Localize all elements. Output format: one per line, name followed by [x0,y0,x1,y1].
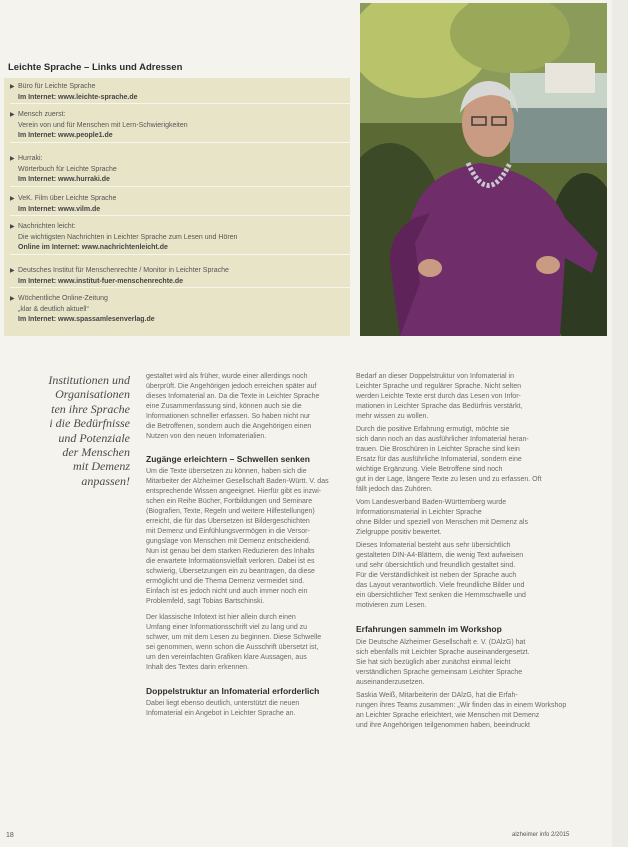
photo-elderly-woman [360,3,607,336]
page-number: 18 [6,832,14,839]
paragraph: Um die Texte übersetzen zu können, haben sich die Mitarbeiter der Alzheimer Gesellschaft Baden-Württ. V. das entsprechende Wissen angeeignet. Hierfür gibt es inzwi- schen ein Reihe Bücher, Fortbildungen und Seminare (Biografien, Texte, Regeln und weitere Hilfestellungen) erreicht, die für das Übersetzen ist Bildergeschichten mit Demenz und Einfühlungsvermögen in die Versor- gungslage von Menschen mit Demenz entscheidend. Nun ist genau bei dem starken Reduzieren des Inhalts die erwartete Informationsvielfalt verloren. Dabei ist es schwierig, Übersetzungen ein zu beantragen, da diese ermöglicht und die Thema Demenz vermeidet sind. Einfach ist es jedoch nicht und auch immer noch ein Problemfeld, sagt Tobias Bartschinski. [146,468,329,605]
pull-quote: Institutionen und Organisationen ten ihre Sprache i die Bedürfnisse und Potenziale der Menschen mit Demenz anpassen! [48,373,130,488]
link-item: ▶ Hurraki: Wörterbuch für Leichte Sprache Im Internet: www.hurraki.de [10,154,350,187]
photo-illustration [360,3,607,336]
link-item: ▶ Mensch zuerst: Verein von und für Menschen mit Lern-Schwierigkeiten Im Internet: www.people1.de [10,110,350,143]
links-box [4,78,350,336]
bullet-triangle-icon: ▶ [10,196,15,202]
link-item: ▶ VeK. Film über Leichte Sprache Im Internet: www.vilm.de [10,194,350,216]
paragraph: Der klassische Infotext ist hier allein durch einen Umfang einer Informationsschrift viel zu lang und zu schwer, um mit dem Lesen zu beginnen. Diese Schwelle sei genommen, wenn schon die Ausschrift übersetzt ist, um den vereinfachten Grafiken klare Aussagen, aus Inhalt des Textes darin erkennen. [146,614,322,671]
paragraph: Dabei liegt ebenso deutlich, unterstützt die neuen Infomaterial ein Angebot in Leichter Sprache an. [146,700,300,717]
paragraph: gestaltet wird als früher, wurde einer allerdings noch überprüft. Die Angehörigen jedoch erreichen später auf dieses Infomaterial an. Da die Texte in Leichter Sprache eine Zusammenfassung sind, können auch sie die Informationen schneller erfassen. So haben nicht nur die Betroffenen, sondern auch die Angehörigen einen Nutzen von den neuen Infomaterialien. [146,373,320,440]
section-heading: Zugänge erleichtern – Schwellen senken [146,454,310,464]
paragraph: Dieses Infomaterial besteht aus sehr übersichtlich gestalteten DIN-A4-Blättern, die wenig Text aufweisen und sehr übersichtlich und freundlich gestaltet sind. Für die Verständlichkeit ist neben der Sprache auch das Layout verantwortlich. Viele freundliche Bilder und ein übersichtlicher Text senken die Hemmschwelle und motivieren zum Lesen. [356,542,526,609]
bullet-triangle-icon: ▶ [10,268,15,274]
page-edge [612,0,628,847]
link-item: ▶ Deutsches Institut für Menschenrechte / Monitor in Leichter Sprache Im Internet: www.institut-fuer-menschenrechte.de [10,266,350,288]
section-heading: Erfahrungen sammeln im Workshop [356,624,502,634]
paragraph: Vom Landesverband Baden-Württemberg wurde Informationsmaterial in Leichter Sprache ohne Bilder und speziell von Menschen mit Demenz als Zielgruppe positiv bewertet. [356,499,528,536]
link-item: ▶ Nachrichten leicht: Die wichtigsten Nachrichten in Leichter Sprache zum Lesen und Hören Online im Internet: www.nachrichtenleicht.de [10,222,350,255]
bullet-triangle-icon: ▶ [10,156,15,162]
section-heading: Doppelstruktur an Infomaterial erforderlich [146,686,320,696]
bullet-triangle-icon: ▶ [10,84,15,90]
link-item: ▶ Wöchentliche Online-Zeitung „klar & deutlich aktuell“ Im Internet: www.spassamlesenverlag.de [10,295,155,323]
issue-label: alzheimer info 2/2015 [512,832,570,838]
text-column-2 [356,372,602,731]
links-box-title: Leichte Sprache – Links und Adressen [8,62,183,73]
paragraph: Saskia Weiß, Mitarbeiterin der DAlzG, hat die Erfah- rungen ihres Teams zusammen: „Wir finden das in einem Workshop an Leichter Sprache erleichtert, wie Menschen mit Demenz und ihre Angehörigen teilgenommen haben, beeindruckt [356,692,567,729]
bullet-triangle-icon: ▶ [10,112,15,118]
paragraph: Die Deutsche Alzheimer Gesellschaft e. V. (DAlzG) hat sich ebenfalls mit Leichter Sprache auseinandergesetzt. Sie hat sich bezüglich aber zunächst einmal leicht verständlichen Sprache gemeinsam Leichter Sprache auseinanderzusetzen. [356,639,530,686]
bullet-triangle-icon: ▶ [10,224,15,230]
link-item: ▶ Büro für Leichte Sprache Im Internet: www.leichte-sprache.de [10,82,350,104]
paragraph: Bedarf an dieser Doppelstruktur von Infomaterial in Leichter Sprache und regulärer Sprache. Nicht selten werden Leichte Texte erst durch das Lesen von Infor- mationen in Leichter Sprache das Bedürfnis verstärkt, mehr wissen zu wollen. [356,373,523,420]
paragraph: Durch die positive Erfahrung ermutigt, möchte sie sich dann noch an das ausführlicher Infomaterial heran- trauen. Die Broschüren in Leichter Sprache sind kein Ersatz für das ausführliche Infomaterial, sondern eine wichtige Ergänzung. Viele Betroffene sind noch gut in der Lage, längere Texte zu lesen und zu erfassen. Oft fällt jedoch das Zuhören. [356,426,542,493]
bullet-triangle-icon: ▶ [10,296,15,302]
text-column-1 [146,372,346,719]
